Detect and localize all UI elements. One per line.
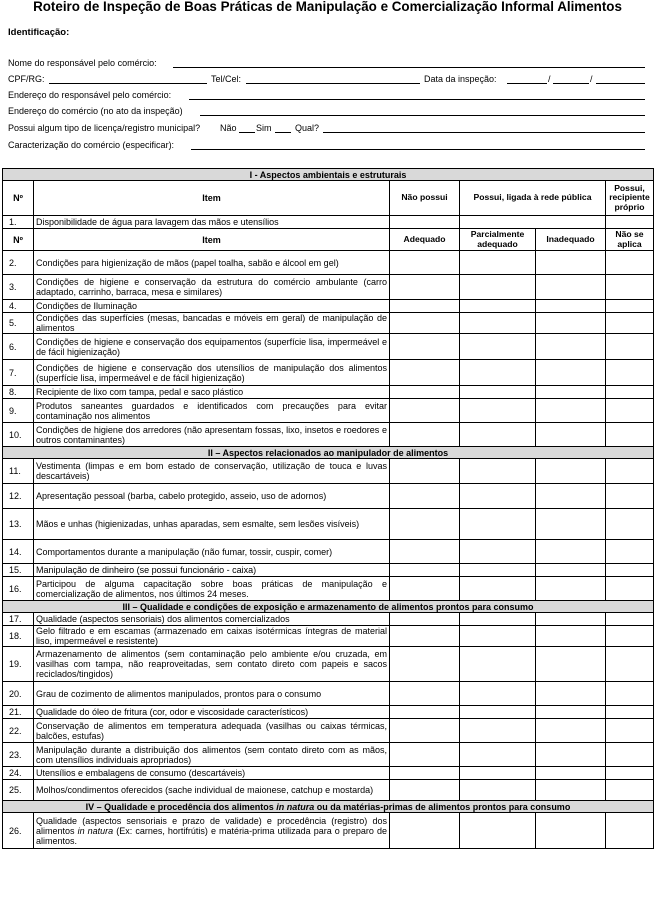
tel-label: Tel/Cel: <box>211 74 242 84</box>
table-row <box>3 613 654 626</box>
item-text: Manipulação durante a distribuição dos alimentos (sem contato direto com as mãos, com utensílios individuais apropriados) <box>34 743 390 767</box>
checkbox-cell[interactable] <box>390 313 460 334</box>
checkbox-cell[interactable] <box>606 767 654 780</box>
checkbox-cell[interactable] <box>536 647 606 682</box>
section-1-title: I - Aspectos ambientais e estruturais <box>3 169 654 181</box>
checkbox-cell[interactable] <box>460 613 536 626</box>
checkbox-cell[interactable] <box>390 386 460 399</box>
item-text: Condições de higiene e conservação da estrutura do comércio ambulante (carro adaptado, carrinho, barraca, mesa e similares) <box>34 275 390 300</box>
table-row <box>3 216 654 229</box>
section-4-text: ou da matérias-primas de alimentos prontos para consumo <box>314 801 571 812</box>
tel-field[interactable] <box>246 83 420 84</box>
checkbox-cell[interactable] <box>460 577 536 601</box>
checkbox-cell[interactable] <box>606 577 654 601</box>
checkbox-cell[interactable] <box>390 275 460 300</box>
item-text: Vestimenta (limpas e em bom estado de conservação, utilização de touca e luvas descartáveis) <box>34 459 390 484</box>
checkbox-cell[interactable] <box>606 313 654 334</box>
table-row <box>3 300 654 313</box>
item-text: Qualidade do óleo de fritura (cor, odor e viscosidade característicos) <box>34 706 390 719</box>
item-number: 23. <box>3 743 34 767</box>
column-header-adequate: Adequado <box>390 229 460 251</box>
checkbox-cell[interactable] <box>460 540 536 564</box>
checkbox-cell[interactable] <box>606 780 654 801</box>
license-no-label: Não <box>220 123 237 133</box>
item-text: Disponibilidade de água para lavagem das mãos e utensílios <box>34 216 390 229</box>
table-row <box>3 313 654 334</box>
checkbox-cell[interactable] <box>460 216 606 229</box>
table-row <box>3 743 654 767</box>
item-text: Manipulação de dinheiro (se possui funcionário - caixa) <box>34 564 390 577</box>
item-number: 6. <box>3 334 34 360</box>
checkbox-cell[interactable] <box>460 484 536 509</box>
page-title: Roteiro de Inspeção de Boas Práticas de Manipulação e Comercialização Informal Alimentos <box>33 0 622 14</box>
table-row <box>3 780 654 801</box>
inspection-year-field[interactable] <box>596 83 645 84</box>
checkbox-cell[interactable] <box>390 613 460 626</box>
checkbox-cell[interactable] <box>390 682 460 706</box>
checkbox-cell[interactable] <box>390 647 460 682</box>
checkbox-cell[interactable] <box>536 813 606 849</box>
checkbox-cell[interactable] <box>460 399 536 423</box>
checkbox-cell[interactable] <box>606 334 654 360</box>
column-header-partially-adequate: Parcialmente adequado <box>460 229 536 251</box>
checkbox-cell[interactable] <box>536 509 606 540</box>
checkbox-cell[interactable] <box>606 251 654 275</box>
checkbox-cell[interactable] <box>536 334 606 360</box>
item-text: Comportamentos durante a manipulação (não fumar, tossir, cuspir, comer) <box>34 540 390 564</box>
checkbox-cell[interactable] <box>536 613 606 626</box>
column-header-number: Nº <box>3 229 34 251</box>
checkbox-cell[interactable] <box>460 564 536 577</box>
checkbox-cell[interactable] <box>390 334 460 360</box>
table-row <box>3 767 654 780</box>
checkbox-cell[interactable] <box>536 564 606 577</box>
item-number: 16. <box>3 577 34 601</box>
section-4-text: IV – Qualidade e procedência dos alimentos <box>85 801 277 812</box>
cpf-label: CPF/RG: <box>8 74 45 84</box>
table-row <box>3 334 654 360</box>
checkbox-cell[interactable] <box>390 459 460 484</box>
item-text-part: Qualidade (aspectos sensoriais e prazo de validade) e procedência (registro) dos alimentos <box>36 815 387 836</box>
checkbox-cell[interactable] <box>606 459 654 484</box>
date-separator: / <box>548 74 551 84</box>
license-question-label: Possui algum tipo de licença/registro municipal? <box>8 123 201 133</box>
item-text: Recipiente de lixo com tampa, pedal e saco plástico <box>34 386 390 399</box>
checkbox-cell[interactable] <box>460 780 536 801</box>
table-row <box>3 275 654 300</box>
item-text: Condições de higiene e conservação dos utensílios de manipulação dos alimentos (superfície lisa, impermeável e de fácil higienização) <box>34 360 390 386</box>
checkbox-cell[interactable] <box>536 626 606 647</box>
checkbox-cell[interactable] <box>606 626 654 647</box>
column-header-own-container: Possui, recipiente próprio <box>606 181 654 216</box>
column-header-no-water: Não possui <box>390 181 460 216</box>
table-row <box>3 647 654 682</box>
table-header-row <box>3 229 654 251</box>
item-text: Utensílios e embalagens de consumo (descartáveis) <box>34 767 390 780</box>
item-number: 24. <box>3 767 34 780</box>
checkbox-cell[interactable] <box>606 647 654 682</box>
checkbox-cell[interactable] <box>460 743 536 767</box>
item-number: 8. <box>3 386 34 399</box>
item-number: 12. <box>3 484 34 509</box>
checkbox-cell[interactable] <box>606 613 654 626</box>
item-text: Condições de higiene e conservação dos equipamentos (superfície lisa, impermeável e de fácil higienização) <box>34 334 390 360</box>
table-row <box>3 360 654 386</box>
column-header-public-network: Possui, ligada à rede pública <box>460 181 606 216</box>
checkbox-cell[interactable] <box>536 540 606 564</box>
item-text: Molhos/condimentos oferecidos (sache individual de maionese, catchup e mostarda) <box>34 780 390 801</box>
item-number: 1. <box>3 216 34 229</box>
checkbox-cell[interactable] <box>390 780 460 801</box>
checkbox-cell[interactable] <box>536 682 606 706</box>
checkbox-cell[interactable] <box>606 216 654 229</box>
item-text-part: (Ex: carnes, hortifrútis) e matéria-prima utilizada para o preparo de alimentos. <box>36 825 387 846</box>
item-number: 26. <box>3 813 34 849</box>
checkbox-cell[interactable] <box>606 423 654 447</box>
section-header <box>3 801 654 813</box>
checkbox-cell[interactable] <box>390 767 460 780</box>
checkbox-cell[interactable] <box>390 360 460 386</box>
item-number: 17. <box>3 613 34 626</box>
commerce-address-field[interactable] <box>200 115 645 116</box>
checkbox-cell[interactable] <box>390 577 460 601</box>
checkbox-cell[interactable] <box>606 275 654 300</box>
date-separator: / <box>590 74 593 84</box>
checkbox-cell[interactable] <box>390 813 460 849</box>
item-text: Participou de alguma capacitação sobre boas práticas de manipulação e comercialização de alimentos, nos últimos 24 meses. <box>34 577 390 601</box>
checkbox-cell[interactable] <box>536 300 606 313</box>
table-row <box>3 719 654 743</box>
checkbox-cell[interactable] <box>536 313 606 334</box>
checkbox-cell[interactable] <box>606 682 654 706</box>
table-row <box>3 509 654 540</box>
item-text: Gelo filtrado e em escamas (armazenado em caixas isotérmicas íntegras de material liso, impermeável e resistente) <box>34 626 390 647</box>
section-header <box>3 447 654 459</box>
table-row <box>3 484 654 509</box>
inspection-day-field[interactable] <box>507 83 547 84</box>
checkbox-cell[interactable] <box>460 719 536 743</box>
inspection-table <box>2 168 654 849</box>
item-text: Condições das superfícies (mesas, bancadas e móveis em geral) de manipulação de alimentos <box>34 313 390 334</box>
checkbox-cell[interactable] <box>606 719 654 743</box>
identification-label: Identificação: <box>8 27 70 38</box>
checkbox-cell[interactable] <box>390 300 460 313</box>
checkbox-cell[interactable] <box>536 399 606 423</box>
checkbox-cell[interactable] <box>460 275 536 300</box>
checkbox-cell[interactable] <box>460 813 536 849</box>
checkbox-cell[interactable] <box>460 626 536 647</box>
column-header-not-applicable: Não se aplica <box>606 229 654 251</box>
checkbox-cell[interactable] <box>390 399 460 423</box>
table-row <box>3 706 654 719</box>
checkbox-cell[interactable] <box>460 682 536 706</box>
item-text: Produtos saneantes guardados e identificados com precauções para evitar contaminação nos alimentos <box>34 399 390 423</box>
table-row <box>3 399 654 423</box>
checkbox-cell[interactable] <box>606 484 654 509</box>
checkbox-cell[interactable] <box>606 399 654 423</box>
checkbox-cell[interactable] <box>606 386 654 399</box>
item-number: 15. <box>3 564 34 577</box>
checkbox-cell[interactable] <box>460 423 536 447</box>
checkbox-cell[interactable] <box>536 275 606 300</box>
commerce-characterization-label: Caracterização do comércio (especificar): <box>8 140 175 150</box>
checkbox-cell[interactable] <box>536 423 606 447</box>
item-text: Conservação de alimentos em temperatura adequada (vasilhas ou caixas térmicas, balcões, estufas) <box>34 719 390 743</box>
table-header-row <box>3 181 654 216</box>
item-number: 20. <box>3 682 34 706</box>
responsible-address-field[interactable] <box>189 99 645 100</box>
checkbox-cell[interactable] <box>536 706 606 719</box>
item-text: Armazenamento de alimentos (sem contaminação pelo ambiente e/ou cruzada, em vasilhas com tampa, não reaproveitadas, sem contato direto com papeis e sacos reciclados/tingidos) <box>34 647 390 682</box>
item-text: Qualidade (aspectos sensoriais) dos alimentos comercializados <box>34 613 390 626</box>
inspection-month-field[interactable] <box>553 83 589 84</box>
item-number: 11. <box>3 459 34 484</box>
commerce-address-label: Endereço do comércio (no ato da inspeção) <box>8 106 183 116</box>
checkbox-cell[interactable] <box>460 647 536 682</box>
checkbox-cell[interactable] <box>460 334 536 360</box>
item-number: 13. <box>3 509 34 540</box>
section-4-italic: in natura <box>276 801 315 812</box>
table-row <box>3 564 654 577</box>
item-text <box>34 813 390 849</box>
column-header-item: Item <box>34 181 390 216</box>
column-header-item: Item <box>34 229 390 251</box>
item-number: 21. <box>3 706 34 719</box>
checkbox-cell[interactable] <box>536 577 606 601</box>
table-row <box>3 459 654 484</box>
item-text: Condições de higiene dos arredores (não apresentam fossas, lixo, insetos e roedores e outros contaminantes) <box>34 423 390 447</box>
checkbox-cell[interactable] <box>390 540 460 564</box>
checkbox-cell[interactable] <box>536 780 606 801</box>
checkbox-cell[interactable] <box>390 564 460 577</box>
item-number: 5. <box>3 313 34 334</box>
checkbox-cell[interactable] <box>460 459 536 484</box>
checkbox-cell[interactable] <box>390 626 460 647</box>
item-number: 25. <box>3 780 34 801</box>
checkbox-cell[interactable] <box>606 540 654 564</box>
checkbox-cell[interactable] <box>390 216 460 229</box>
section-4-title <box>3 801 654 813</box>
table-row <box>3 423 654 447</box>
checkbox-cell[interactable] <box>460 251 536 275</box>
responsible-name-field[interactable] <box>173 67 645 68</box>
checkbox-cell[interactable] <box>460 767 536 780</box>
checkbox-cell[interactable] <box>390 484 460 509</box>
table-row <box>3 386 654 399</box>
responsible-name-label: Nome do responsável pelo comércio: <box>8 58 157 68</box>
item-number: 22. <box>3 719 34 743</box>
checkbox-cell[interactable] <box>606 360 654 386</box>
license-which-field[interactable] <box>323 132 645 133</box>
checkbox-cell[interactable] <box>390 743 460 767</box>
item-text-italic: in natura <box>77 825 114 836</box>
table-row <box>3 813 654 849</box>
checkbox-cell[interactable] <box>460 509 536 540</box>
section-3-title: III – Qualidade e condições de exposição e armazenamento de alimentos prontos para consumo <box>3 601 654 613</box>
checkbox-cell[interactable] <box>536 386 606 399</box>
license-which-label: Qual? <box>295 123 320 133</box>
item-text: Condições de Iluminação <box>34 300 390 313</box>
checkbox-cell[interactable] <box>536 360 606 386</box>
checkbox-cell[interactable] <box>536 484 606 509</box>
item-number: 7. <box>3 360 34 386</box>
item-number: 2. <box>3 251 34 275</box>
checkbox-cell[interactable] <box>390 706 460 719</box>
table-row <box>3 540 654 564</box>
checkbox-cell[interactable] <box>536 743 606 767</box>
section-2-title: II – Aspectos relacionados ao manipulador de alimentos <box>3 447 654 459</box>
item-number: 4. <box>3 300 34 313</box>
checkbox-cell[interactable] <box>460 386 536 399</box>
table-row <box>3 682 654 706</box>
table-row <box>3 251 654 275</box>
column-header-inadequate: Inadequado <box>536 229 606 251</box>
item-number: 3. <box>3 275 34 300</box>
checkbox-cell[interactable] <box>536 251 606 275</box>
item-number: 14. <box>3 540 34 564</box>
license-yes-field[interactable] <box>275 132 291 133</box>
checkbox-cell[interactable] <box>536 459 606 484</box>
checkbox-cell[interactable] <box>606 813 654 849</box>
column-header-number: Nº <box>3 181 34 216</box>
section-header <box>3 169 654 181</box>
item-text: Mãos e unhas (higienizadas, unhas aparadas, sem esmalte, sem lesões visíveis) <box>34 509 390 540</box>
checkbox-cell[interactable] <box>536 767 606 780</box>
table-row <box>3 577 654 601</box>
cpf-field[interactable] <box>49 83 207 84</box>
item-text: Grau de cozimento de alimentos manipulados, prontos para o consumo <box>34 682 390 706</box>
item-number: 18. <box>3 626 34 647</box>
checkbox-cell[interactable] <box>460 360 536 386</box>
checkbox-cell[interactable] <box>606 509 654 540</box>
checkbox-cell[interactable] <box>390 251 460 275</box>
item-number: 19. <box>3 647 34 682</box>
license-no-field[interactable] <box>239 132 255 133</box>
checkbox-cell[interactable] <box>390 423 460 447</box>
checkbox-cell[interactable] <box>460 706 536 719</box>
checkbox-cell[interactable] <box>390 719 460 743</box>
item-number: 10. <box>3 423 34 447</box>
checkbox-cell[interactable] <box>460 313 536 334</box>
checkbox-cell[interactable] <box>606 300 654 313</box>
section-header <box>3 601 654 613</box>
license-yes-label: Sim <box>256 123 272 133</box>
commerce-characterization-field[interactable] <box>191 149 645 150</box>
checkbox-cell[interactable] <box>606 706 654 719</box>
checkbox-cell[interactable] <box>460 300 536 313</box>
item-text: Apresentação pessoal (barba, cabelo protegido, asseio, uso de adornos) <box>34 484 390 509</box>
checkbox-cell[interactable] <box>536 719 606 743</box>
responsible-address-label: Endereço do responsável pelo comércio: <box>8 90 172 100</box>
checkbox-cell[interactable] <box>606 743 654 767</box>
checkbox-cell[interactable] <box>390 509 460 540</box>
checkbox-cell[interactable] <box>606 564 654 577</box>
table-row <box>3 626 654 647</box>
item-text: Condições para higienização de mãos (papel toalha, sabão e álcool em gel) <box>34 251 390 275</box>
item-number: 9. <box>3 399 34 423</box>
inspection-date-label: Data da inspeção: <box>424 74 497 84</box>
